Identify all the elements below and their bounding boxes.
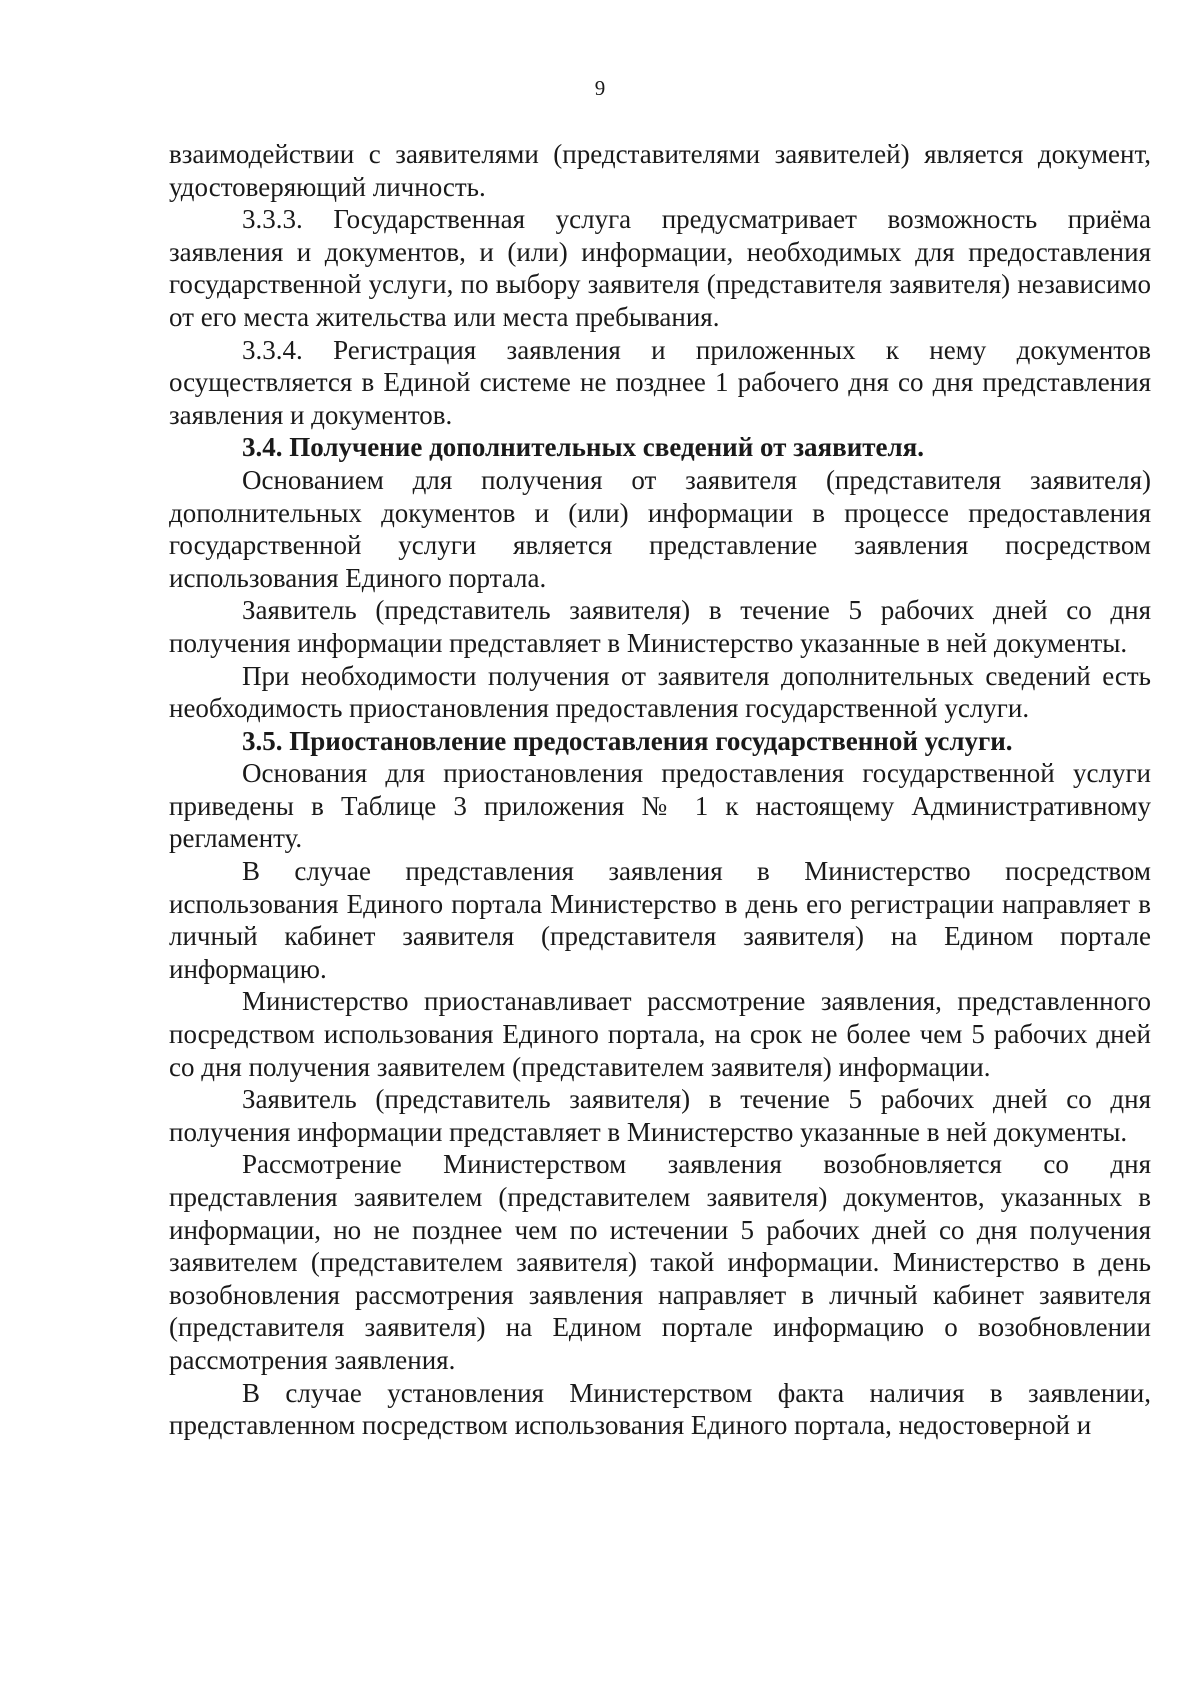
paragraph: Рассмотрение Министерством заявления возобновляется со дня представления заявителем (представителем заявителя) документов, указанных в информации, но не позднее чем по истечении 5 рабочих дней со дня получения заявителем (представителем заявителя) такой информации. Министерство в день возобновления рассмотрения заявления направляет в личный кабинет заявителя (представителя заявителя) на Едином портале информацию о возобновлении рассмотрения заявления. [169, 1149, 1151, 1375]
paragraph: Заявитель (представитель заявителя) в течение 5 рабочих дней со дня получения информации представляет в Министерство указанные в ней документы. [169, 595, 1151, 658]
section-heading: 3.5. Приостановление предоставления государственной услуги. [242, 725, 1013, 756]
page-number: 9 [594, 76, 606, 100]
paragraph: Основанием для получения от заявителя (представителя заявителя) дополнительных документов и (или) информации в процессе предоставления государственной услуги является представление заявления посредством использования Единого портала. [169, 464, 1151, 593]
paragraph: Министерство приостанавливает рассмотрение заявления, представленного посредством использования Единого портала, на срок не более чем 5 рабочих дней со дня получения заявителем (представителем заявителя) информации. [169, 986, 1151, 1082]
body-text [169, 138, 1151, 1442]
paragraph: В случае установления Министерством факта наличия в заявлении, представленном посредством использования Единого портала, недостоверной и [169, 1377, 1151, 1441]
paragraph: взаимодействии с заявителями (представителями заявителей) является документ, удостоверяющий личность. [169, 139, 1151, 202]
paragraph: Основания для приостановления предоставления государственной услуги приведены в Таблице 3 приложения № 1 к настоящему Административному регламенту. [169, 758, 1151, 854]
paragraph: Заявитель (представитель заявителя) в течение 5 рабочих дней со дня получения информации представляет в Министерство указанные в ней документы. [169, 1084, 1151, 1147]
section-heading: 3.4. Получение дополнительных сведений от заявителя. [242, 432, 925, 463]
paragraph: 3.3.3. Государственная услуга предусматривает возможность приёма заявления и документов, и (или) информации, необходимых для предоставления государственной услуги, по выбору заявителя (представителя заявителя) независимо от его места жительства или места пребывания. [169, 204, 1151, 332]
paragraph: В случае представления заявления в Министерство посредством использования Единого портала Министерство в день его регистрации направляет в личный кабинет заявителя (представителя заявителя) на Едином портале информацию. [169, 856, 1151, 984]
paragraph: 3.3.4. Регистрация заявления и приложенных к нему документов осуществляется в Единой системе не позднее 1 рабочего дня со дня представления заявления и документов. [169, 334, 1151, 430]
paragraph: При необходимости получения от заявителя дополнительных сведений есть необходимость приостановления предоставления государственной услуги. [169, 660, 1151, 724]
